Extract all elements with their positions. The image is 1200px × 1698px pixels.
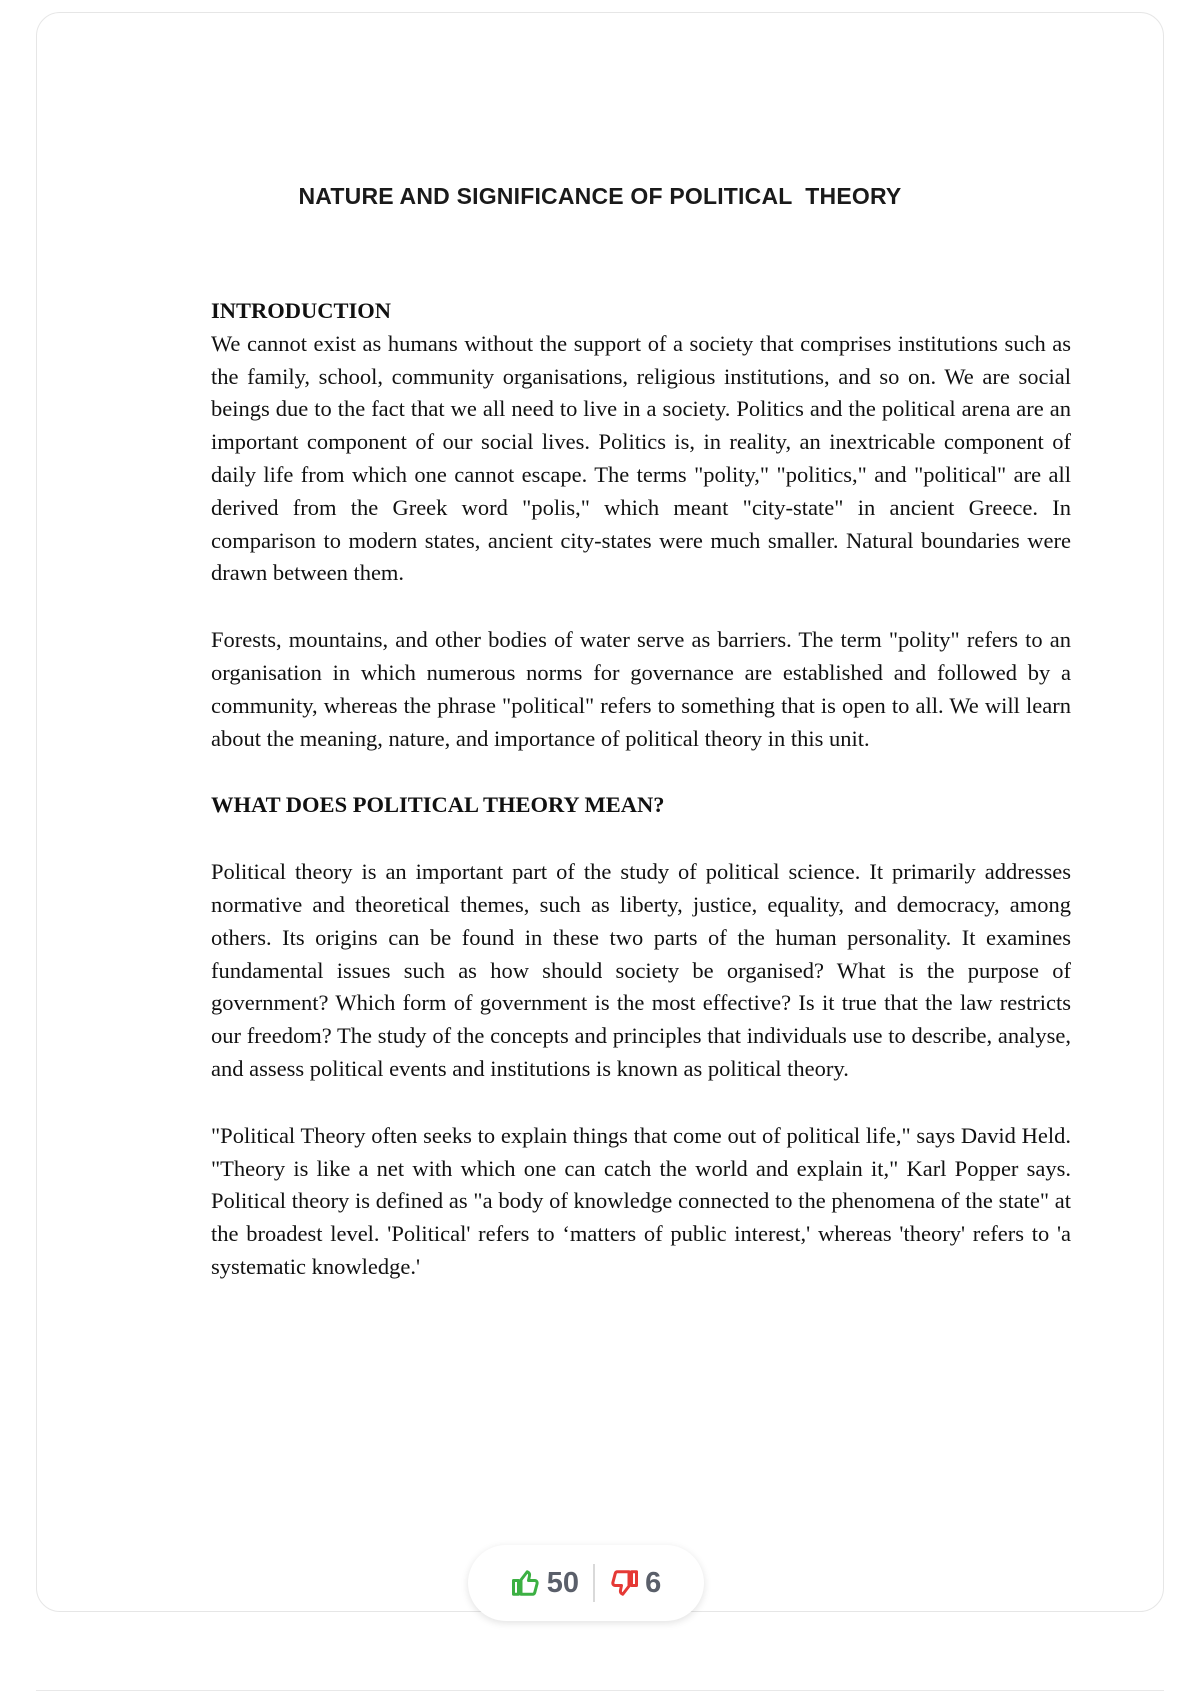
introduction-heading: INTRODUCTION [211,298,392,323]
introduction-paragraph-1: We cannot exist as humans without the support of a society that comprises institutions such as the family, school, community organisations, religious institutions, and so on. We are social beings due to the fact that we all need to live in a society. Politics and the political arena are an important component of our social lives. Politics is, in reality, an inextricable component of daily life from which one cannot escape. The terms "polity," "politics," and "political" are all derived from the Greek word "polis," which meant "city-state" in ancient Greece. In comparison to modern states, ancient city-states were much smaller. Natural boundaries were drawn between them. [211,330,1071,586]
dislike-count: 6 [645,1566,662,1599]
document-title: NATURE AND SIGNIFICANCE OF POLITICAL THEORY [298,183,902,209]
document-card [36,12,1164,1612]
thumbs-down-icon [609,1568,639,1598]
meaning-heading: WHAT DOES POLITICAL THEORY MEAN? [211,792,665,818]
introduction-paragraph-2: Forests, mountains, and other bodies of water serve as barriers. The term "polity" refers to an organisation in which numerous norms for governance are established and followed by a community, whereas the phrase "political" refers to something that is open to all. We will learn about the meaning, nature, and importance of political theory in this unit. [211,627,1071,751]
document-body [211,295,1071,1284]
meaning-paragraph-1: Political theory is an important part of the study of political science. It primarily addresses normative and theoretical themes, such as liberty, justice, equality, and democracy, among others. Its origins can be found in these two parts of the human personality. It examines fundamental issues such as how should society be organised? What is the purpose of government? Which form of government is the most effective? Is it true that the law restricts our freedom? The study of the concepts and principles that individuals use to describe, analyse, and assess political events and institutions is known as political theory. [211,859,1071,1081]
dislike-button[interactable] [595,1567,675,1600]
like-button[interactable] [497,1567,593,1600]
like-count: 50 [546,1566,580,1599]
page-divider [36,1690,1164,1691]
meaning-paragraph-2: "Political Theory often seeks to explain things that come out of political life," says David Held. "Theory is like a net with which one can catch the world and explain it," Karl Popper says. Political theory is defined as "a body of knowledge connected to the phenomena of the state" at the broadest level. 'Political' refers to ‘matters of public interest,' whereas 'theory' refers to 'a systematic knowledge.' [211,1122,1071,1279]
thumbs-up-icon [511,1568,541,1598]
vote-bar [468,1545,704,1621]
